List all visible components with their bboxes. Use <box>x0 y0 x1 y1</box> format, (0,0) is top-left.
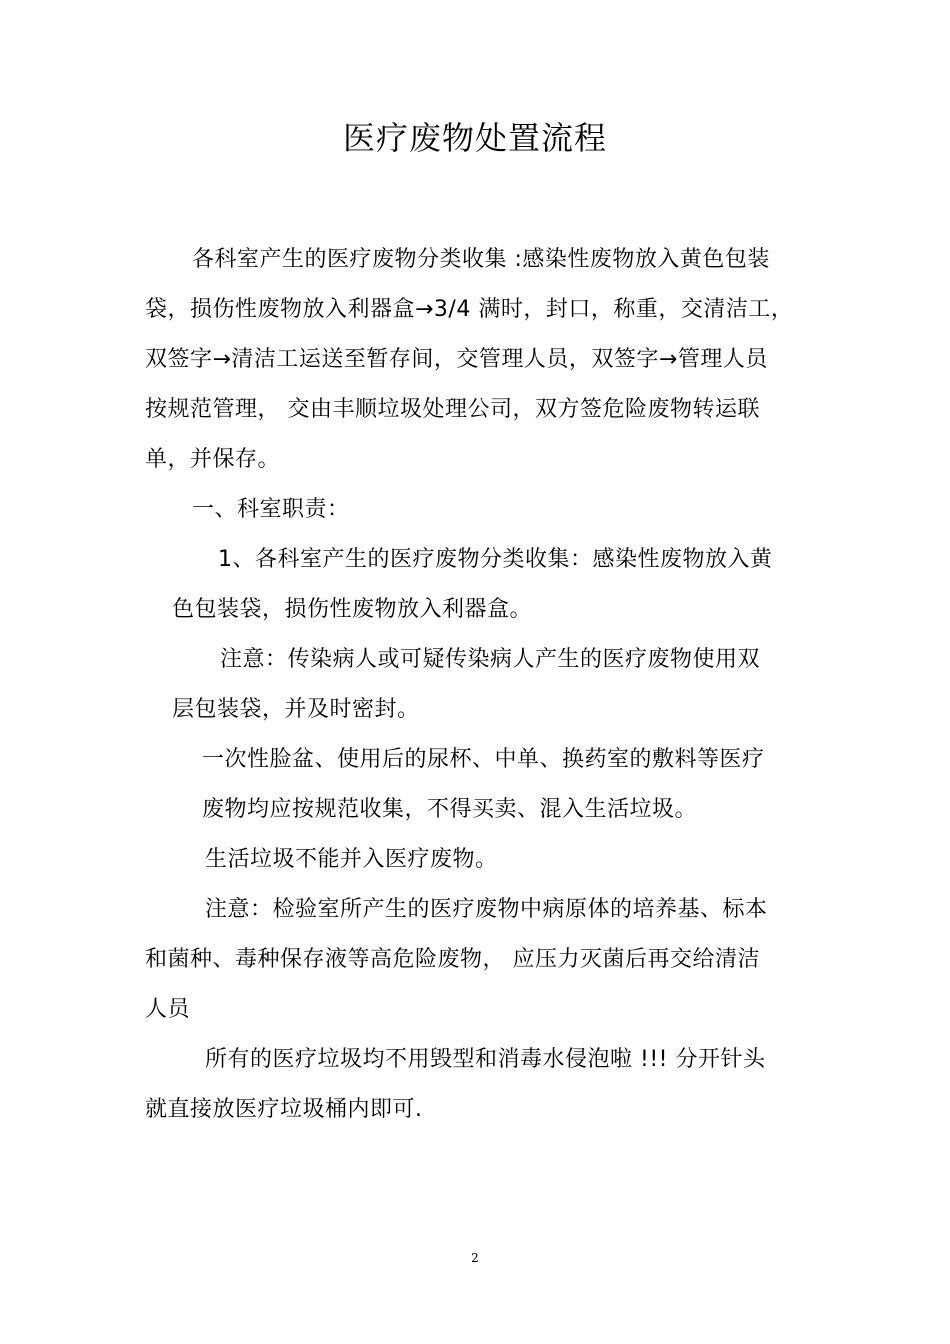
intro-line-4: 按规范管理， 交由丰顺垃圾处理公司，双方签危险废物转运联 <box>145 397 760 422</box>
intro-line-2: 袋，损伤性废物放入利器盒→3/4 满时，封口，称重，交清洁工， <box>145 297 794 322</box>
final-line-1: 所有的医疗垃圾均不用毁型和消毒水侵泡啦 !!! 分开针头 <box>205 1047 766 1072</box>
note1-line-2: 层包装袋，并及时密封。 <box>172 697 420 722</box>
disposable-line-2: 废物均应按规范收集，不得买卖、混入生活垃圾。 <box>202 797 698 822</box>
domestic-waste-line: 生活垃圾不能并入医疗废物。 <box>205 847 498 872</box>
intro-line-3: 双签字→清洁工运送至暂存间，交管理人员，双签字→管理人员 <box>145 347 768 372</box>
page-number: 2 <box>471 1251 479 1265</box>
note2-line-1: 注意：检验室所产生的医疗废物中病原体的培养基、标本 <box>205 897 768 922</box>
section-heading: 一、科室职责： <box>192 497 350 522</box>
intro-line-5: 单，并保存。 <box>145 447 281 472</box>
note2-line-3: 人员 <box>145 997 191 1022</box>
note2-line-2: 和菌种、毒种保存液等高危险废物， 应压力灭菌后再交给清洁 <box>145 947 760 972</box>
final-line-2: 就直接放医疗垃圾桶内即可. <box>145 1097 423 1122</box>
item1-line-2: 色包装袋，损伤性废物放入利器盒。 <box>172 597 533 622</box>
intro-line-1: 各科室产生的医疗废物分类收集 :感染性废物放入黄色包装 <box>192 247 770 272</box>
disposable-line-1: 一次性脸盆、使用后的尿杯、中单、换药室的敷料等医疗 <box>202 747 765 772</box>
item1-line-1: 1、各科室产生的医疗废物分类收集：感染性废物放入黄 <box>218 547 773 572</box>
note1-line-1: 注意：传染病人或可疑传染病人产生的医疗废物使用双 <box>220 647 761 672</box>
document-title: 医疗废物处置流程 <box>342 119 607 157</box>
